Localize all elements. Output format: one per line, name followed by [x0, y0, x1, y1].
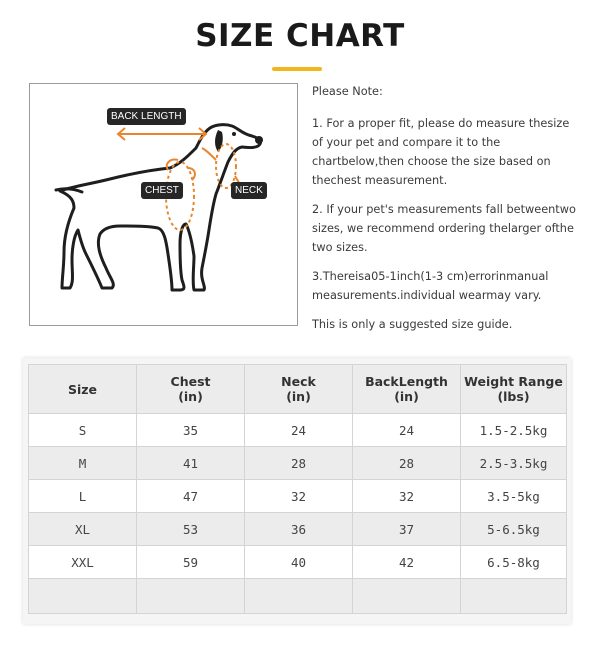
size-table-container [23, 358, 571, 624]
page-title: SIZE CHART [195, 18, 405, 54]
cell-back-length: 32 [353, 480, 461, 513]
cell-chest: 59 [137, 546, 245, 579]
table-row [29, 480, 567, 513]
cell-chest: 35 [137, 414, 245, 447]
cell-size: S [29, 414, 137, 447]
cell-size: XL [29, 513, 137, 546]
cell-neck: 32 [245, 480, 353, 513]
back-length-label: BACK LENGTH [107, 108, 186, 125]
notes-heading: Please Note: [312, 85, 383, 98]
table-row [29, 546, 567, 579]
cell-chest: 41 [137, 447, 245, 480]
empty-cell [245, 579, 353, 614]
neck-label: NECK [231, 182, 267, 199]
title-underline [272, 67, 322, 71]
note-item-4: This is only a suggested size guide. [312, 318, 513, 331]
cell-weight: 5-6.5kg [461, 513, 567, 546]
note-item-3: 3.Thereisa05-1inch(1-3 cm)errorinmanual measurements.individual wearmay vary. [312, 270, 549, 302]
cell-size: XXL [29, 546, 137, 579]
cell-weight: 3.5-5kg [461, 480, 567, 513]
cell-weight: 6.5-8kg [461, 546, 567, 579]
header-back-length: BackLength (in) [353, 365, 461, 414]
empty-cell [29, 579, 137, 614]
header-size: Size [29, 365, 137, 414]
chest-label: CHEST [141, 182, 183, 199]
cell-back-length: 37 [353, 513, 461, 546]
table-row-empty [29, 579, 567, 614]
cell-chest: 47 [137, 480, 245, 513]
table-header-row [29, 365, 567, 414]
cell-back-length: 42 [353, 546, 461, 579]
cell-neck: 40 [245, 546, 353, 579]
cell-size: L [29, 480, 137, 513]
size-table [28, 364, 567, 614]
header-weight-range: Weight Range (lbs) [461, 365, 567, 414]
empty-cell [461, 579, 567, 614]
cell-neck: 28 [245, 447, 353, 480]
notes-section [312, 82, 582, 344]
cell-neck: 24 [245, 414, 353, 447]
cell-weight: 2.5-3.5kg [461, 447, 567, 480]
cell-back-length: 28 [353, 447, 461, 480]
cell-weight: 1.5-2.5kg [461, 414, 567, 447]
dog-measurement-diagram [29, 83, 298, 326]
cell-back-length: 24 [353, 414, 461, 447]
cell-neck: 36 [245, 513, 353, 546]
note-item-1: 1. For a proper fit, please do measure thesize of your pet and compare it to the chartbelow,then choose the size based on thechest measurement. [312, 117, 570, 187]
header-chest: Chest (in) [137, 365, 245, 414]
note-item-2: 2. If your pet's measurements fall betweentwo sizes, we recommend ordering thelarger ofthe two sizes. [312, 203, 576, 254]
table-row [29, 414, 567, 447]
header-neck: Neck (in) [245, 365, 353, 414]
cell-chest: 53 [137, 513, 245, 546]
table-row [29, 513, 567, 546]
empty-cell [137, 579, 245, 614]
empty-cell [353, 579, 461, 614]
cell-size: M [29, 447, 137, 480]
table-row [29, 447, 567, 480]
